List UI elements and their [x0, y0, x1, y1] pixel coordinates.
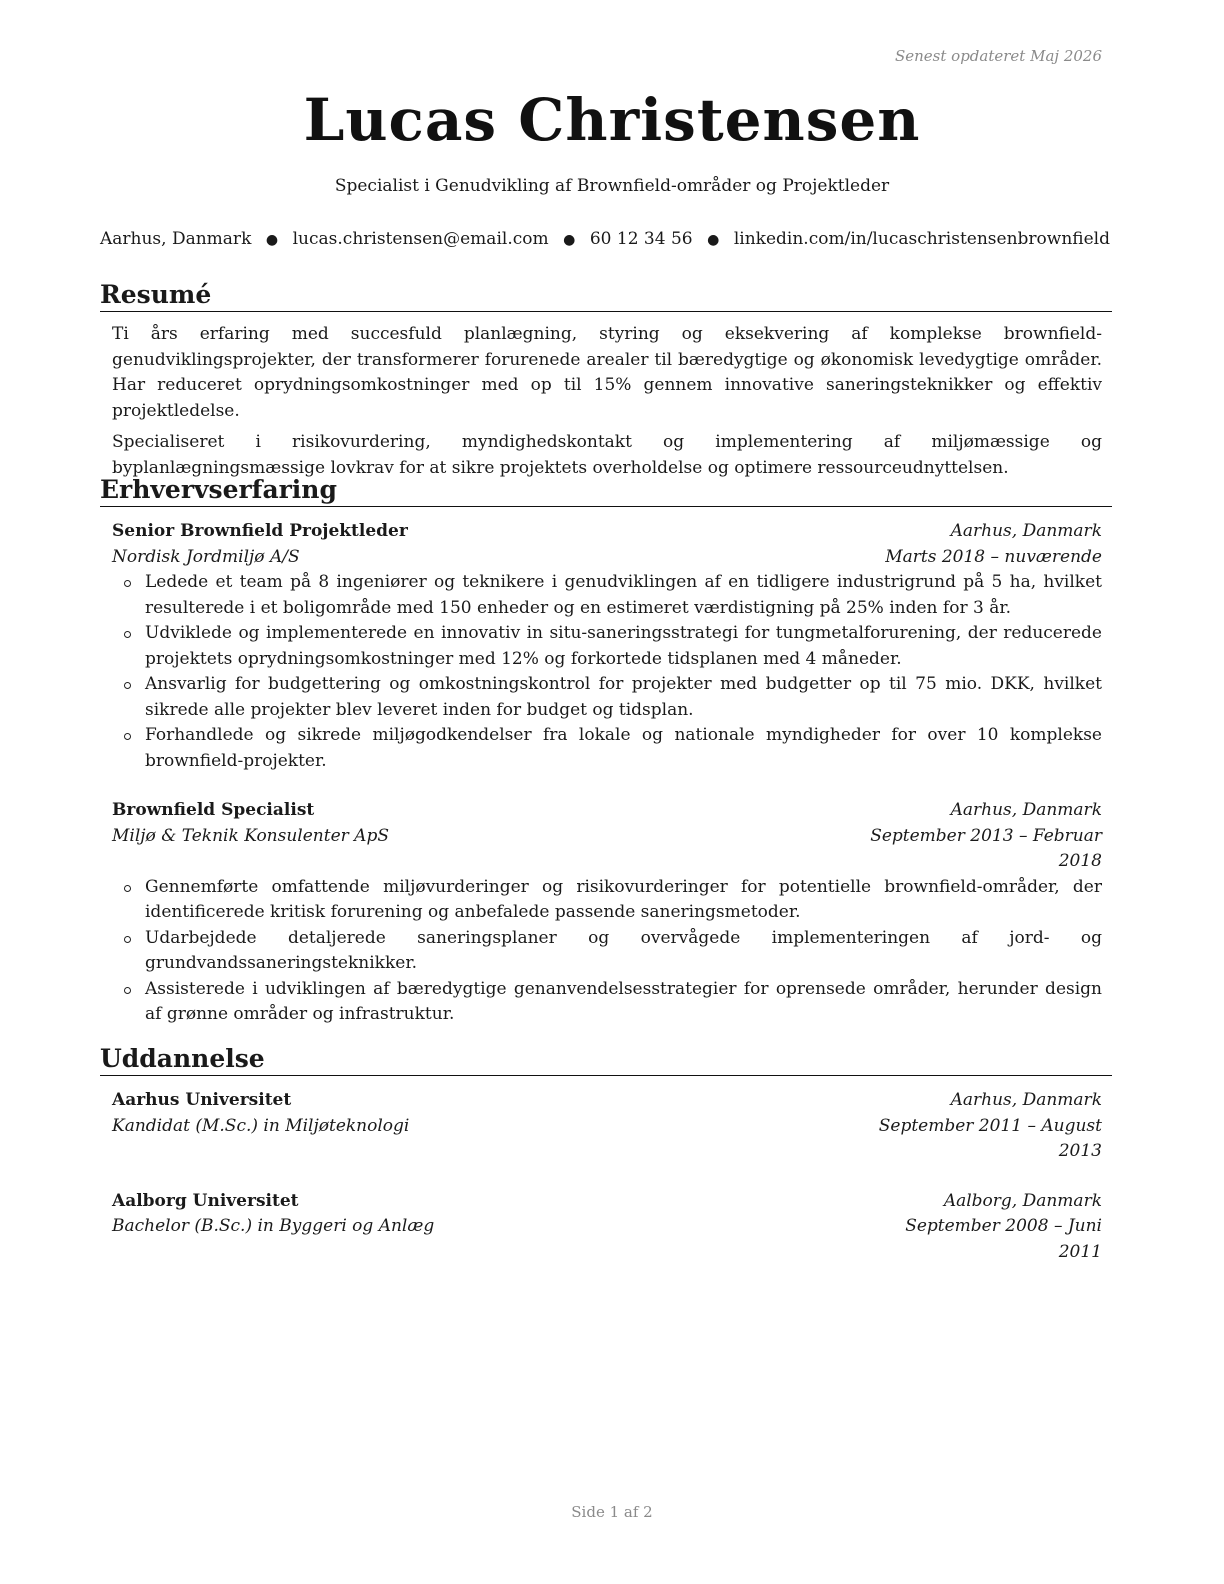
job-company: Miljø & Teknik Konsulenter ApS [112, 825, 389, 846]
job-company: Nordisk Jordmiljø A/S [112, 546, 300, 567]
experience-section [100, 475, 1112, 1028]
school-name: Aalborg Universitet [112, 1190, 299, 1211]
bullet-item: Udviklede og implementerede en innovativ in situ-saneringsstrategi for tungmetalforurening, der reducerede projektets oprydningsomkostninger med 12% og forkortede tidsplanen med 4 måneder. [112, 621, 1102, 672]
candidate-title: Specialist i Genudvikling af Brownfield-områder og Projektleder [334, 176, 890, 196]
job-dates: September 2013 – Februar 2018 [870, 825, 1102, 871]
job-role: Brownfield Specialist [112, 800, 315, 820]
contact-phone: 60 12 34 56 [589, 229, 693, 249]
separator-dot: ● [707, 232, 720, 248]
job-location: Aarhus, Danmark [950, 800, 1102, 820]
bullet-item: Ledede et team på 8 ingeniører og teknikere i genudviklingen af en tidligere industrigrund på 5 ha, hvilket resulterede i et boligområde med 150 enheder og en estimeret værdistigning på 25% inden for 3 år. [112, 570, 1102, 621]
education-entry [112, 1189, 1102, 1266]
summary-section [100, 280, 1112, 481]
summary-paragraph: Specialiseret i risikovurdering, myndighedskontakt og implementering af miljømæssige og byplanlægningsmæssige lovkrav for at sikre projektets overholdelse og optimere ressourceudnyttelsen. [112, 432, 1102, 478]
job-dates: Marts 2018 – nuværende [885, 546, 1102, 567]
job-entry [112, 519, 1102, 774]
school-location: Aalborg, Danmark [943, 1190, 1102, 1211]
bullet-item: Assisterede i udviklingen af bæredygtige genanvendelsesstrategier for oprensede områder, herunder design af grønne områder og infrastruktur. [112, 977, 1102, 1028]
degree-name: Kandidat (M.Sc.) in Miljøteknologi [112, 1115, 410, 1136]
contact-linkedin[interactable]: linkedin.com/in/lucaschristensenbrownfield [733, 229, 1110, 249]
contact-email[interactable]: lucas.christensen@email.com [292, 229, 549, 249]
degree-name: Bachelor (B.Sc.) in Byggeri og Anlæg [112, 1216, 435, 1236]
bullet-item: Udarbejdede detaljerede saneringsplaner og overvågede implementeringen af jord- og grundvandssaneringsteknikker. [112, 926, 1102, 977]
job-location: Aarhus, Danmark [950, 521, 1102, 541]
education-entry [112, 1088, 1102, 1165]
last-updated: Senest opdateret Maj 2026 [894, 47, 1102, 65]
section-heading: Erhvervserfaring [100, 475, 1112, 507]
bullet-item: Gennemførte omfattende miljøvurderinger og risikovurderinger for potentielle brownfield-områder, der identificerede kritisk forurening og anbefalede passende saneringsmetoder. [112, 875, 1102, 926]
separator-dot: ● [265, 232, 279, 248]
job-bullets [112, 875, 1102, 1028]
job-role: Senior Brownfield Projektleder [112, 521, 408, 541]
page-number: Side 1 af 2 [571, 1503, 653, 1521]
candidate-name: Lucas Christensen [303, 86, 921, 154]
job-entry [112, 798, 1102, 1028]
education-section [100, 1044, 1112, 1265]
summary-paragraph: Ti års erfaring med succesfuld planlægning, styring og eksekvering af komplekse brownfield-genudviklingsprojekter, der transformerer forurenede arealer til bæredygtige og økonomisk levedygtige områder. Har reduceret oprydningsomkostninger med op til 15% gennem innovative saneringsteknikker og effektiv projektledelse. [112, 324, 1102, 421]
section-heading: Uddannelse [100, 1044, 1112, 1076]
education-dates: September 2011 – August 2013 [878, 1115, 1102, 1161]
school-name: Aarhus Universitet [112, 1090, 292, 1110]
bullet-item: Forhandlede og sikrede miljøgodkendelser fra lokale og nationale myndigheder for over 10 komplekse brownfield-projekter. [112, 723, 1102, 774]
school-location: Aarhus, Danmark [950, 1090, 1102, 1110]
separator-dot: ● [563, 232, 576, 248]
job-bullets [112, 570, 1102, 774]
education-dates: September 2008 – Juni 2011 [905, 1216, 1102, 1262]
section-heading: Resumé [100, 280, 1112, 312]
contact-location: Aarhus, Danmark [100, 229, 252, 249]
bullet-item: Ansvarlig for budgettering og omkostningskontrol for projekter med budgetter op til 75 mio. DKK, hvilket sikrede alle projekter blev leveret inden for budget og tidsplan. [112, 672, 1102, 723]
contact-line [100, 229, 1110, 251]
